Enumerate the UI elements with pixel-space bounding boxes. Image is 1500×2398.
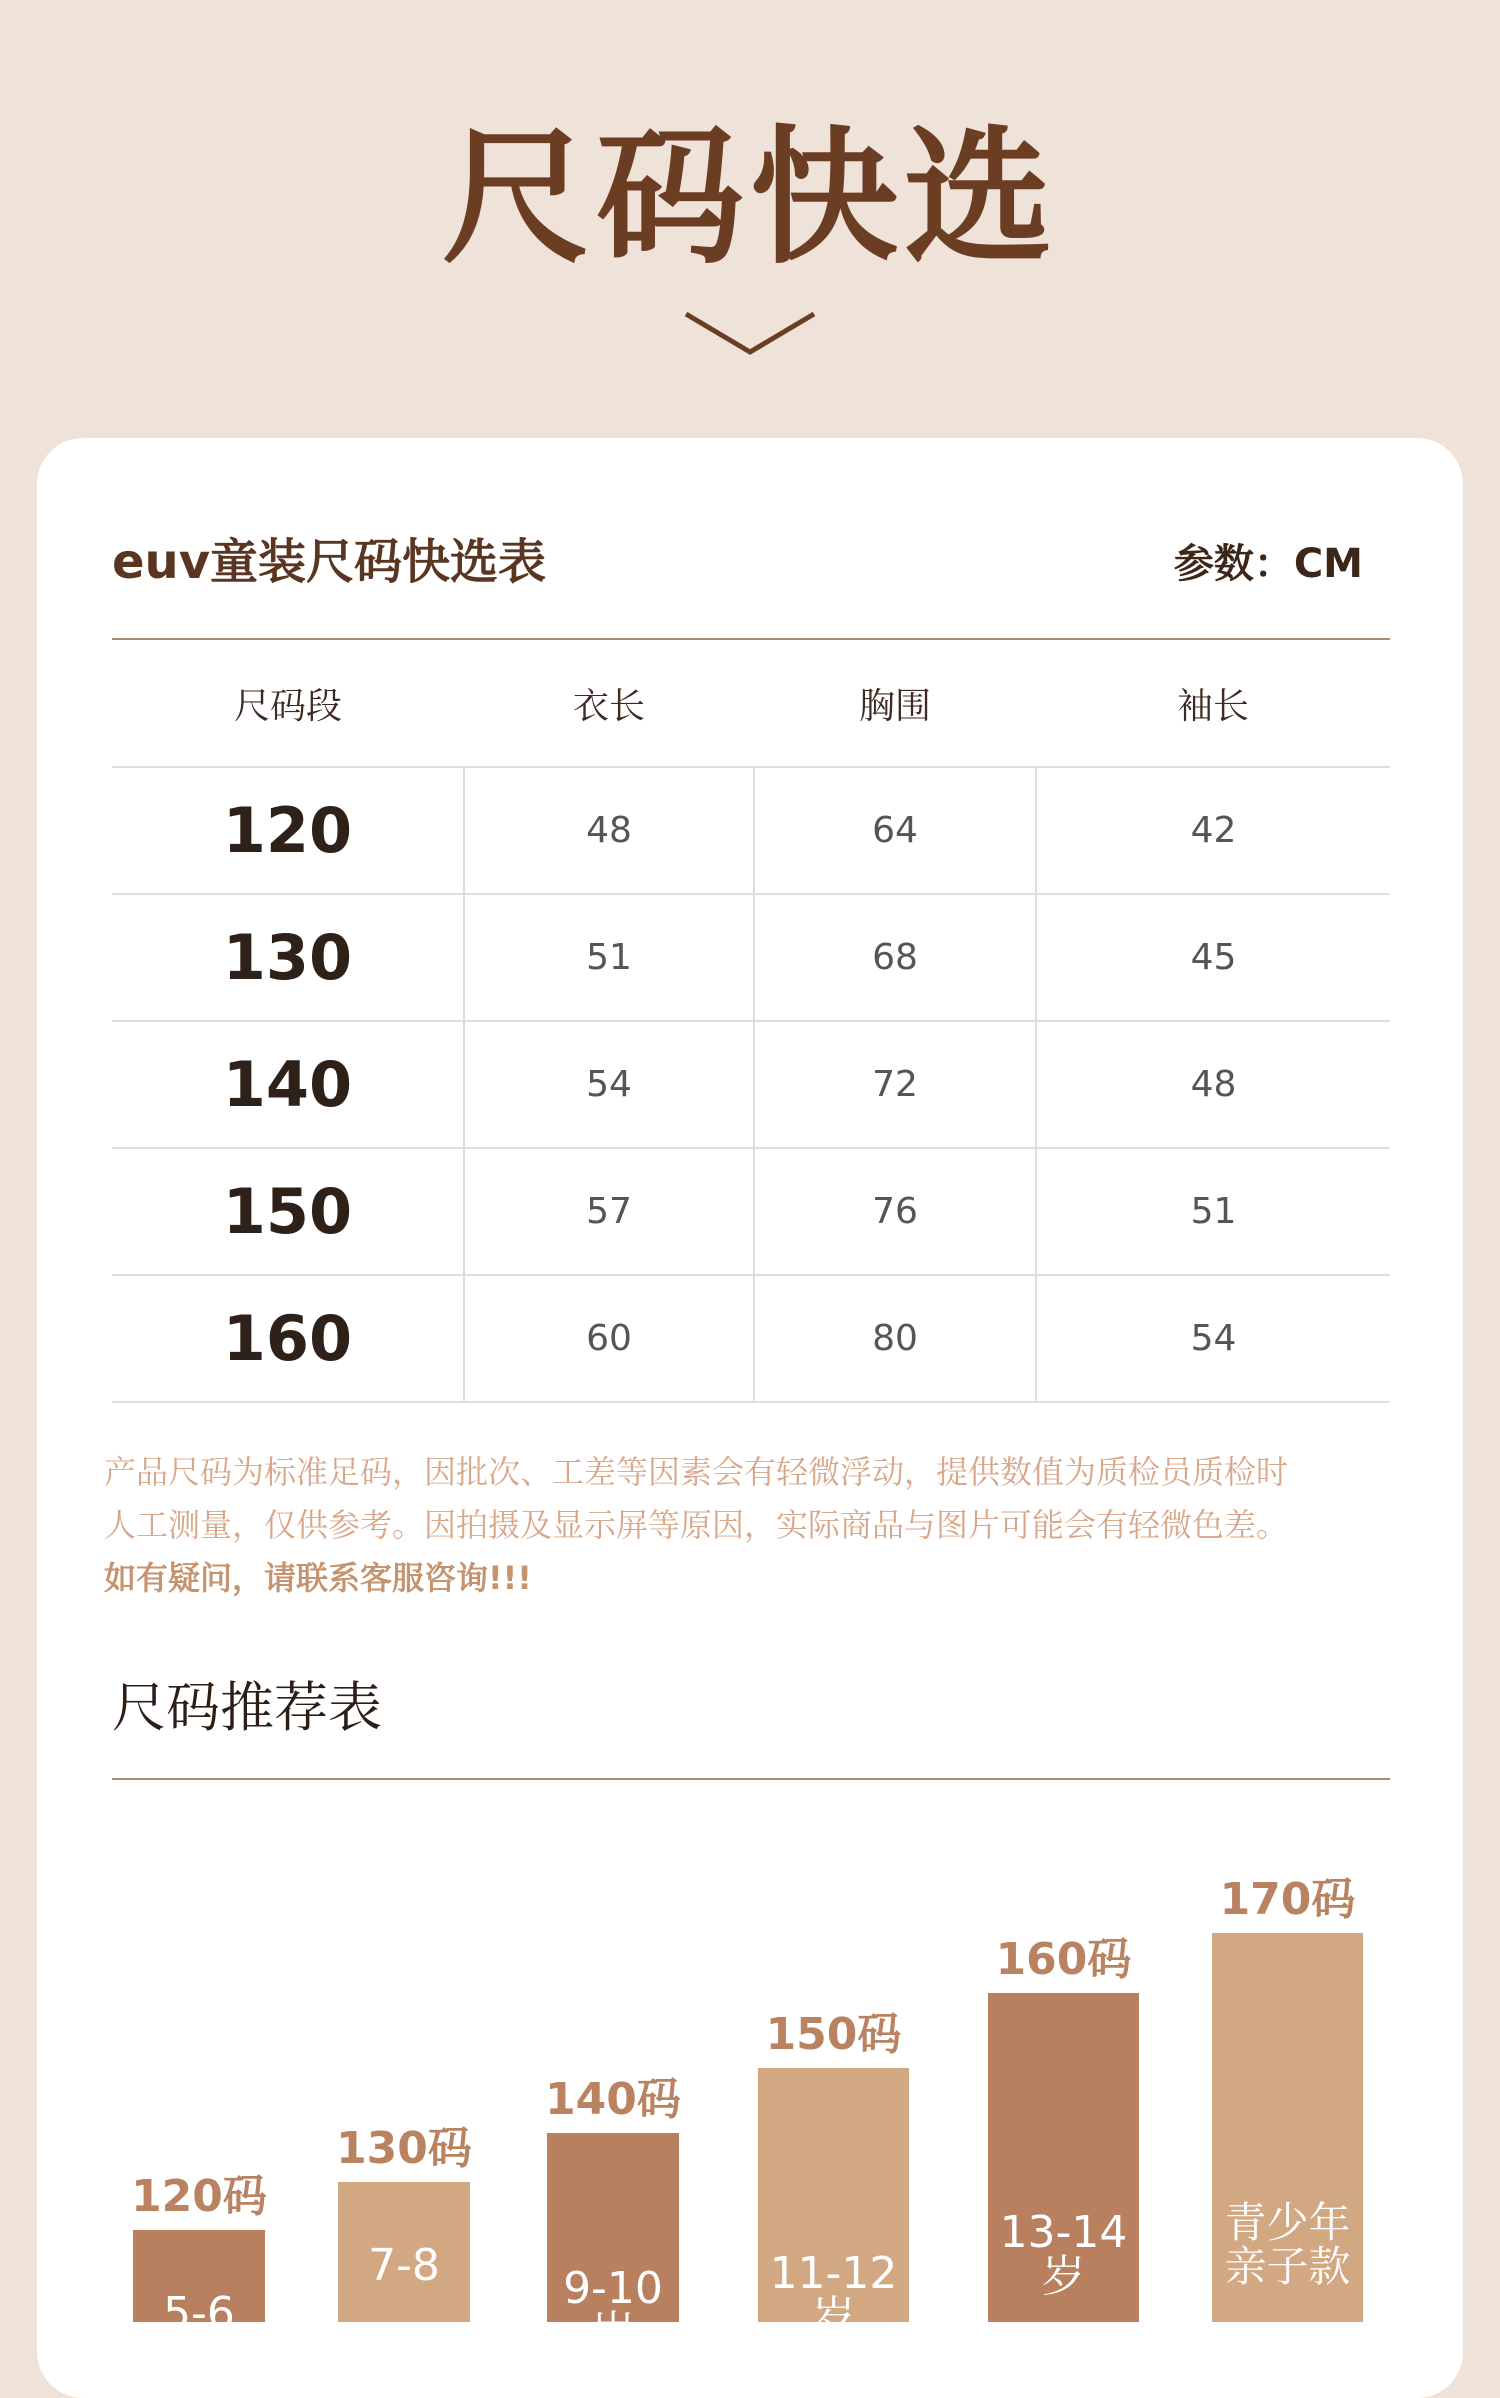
table-header-row xyxy=(112,640,1390,767)
bar-age-text: 7-8 xyxy=(368,2240,440,2291)
table-row xyxy=(112,767,1390,894)
size-cell: 150 xyxy=(112,1148,464,1275)
length-cell: 48 xyxy=(464,767,754,894)
size-bar xyxy=(133,2230,265,2339)
column-header: 尺码段 xyxy=(112,640,464,767)
bar-age-text: 9-10 岁 xyxy=(563,2263,663,2358)
column-header: 胸围 xyxy=(754,640,1036,767)
size-cell: 140 xyxy=(112,1021,464,1148)
note-contact-line: 如有疑问，请联系客服咨询!!! xyxy=(104,1559,532,1597)
bar-size-label: 150码 xyxy=(765,2009,902,2060)
bar-age-text: 11-12 岁 xyxy=(769,2248,898,2343)
length-cell: 54 xyxy=(464,1021,754,1148)
chest-cell: 76 xyxy=(754,1148,1036,1275)
size-bar xyxy=(758,2068,909,2343)
size-bar xyxy=(988,1993,1139,2322)
size-cell: 160 xyxy=(112,1275,464,1402)
recommend-title: 尺码推荐表 xyxy=(112,1676,382,1739)
bar-size-label: 170码 xyxy=(1219,1874,1356,1925)
bar-size-label: 130码 xyxy=(336,2123,472,2174)
bar-age-text: 青少年 亲子款 xyxy=(1224,2198,1351,2291)
column-header: 袖长 xyxy=(1036,640,1390,767)
column-header: 衣长 xyxy=(464,640,754,767)
sleeve-cell: 42 xyxy=(1036,767,1390,894)
unit-label: 参数：CM xyxy=(1173,541,1363,587)
note-line: 产品尺码为标准足码，因批次、工差等因素会有轻微浮动，提供数值为质检员质检时 xyxy=(104,1453,1289,1491)
sleeve-cell: 48 xyxy=(1036,1021,1390,1148)
bar-age-text: 13-14 岁 xyxy=(999,2207,1128,2302)
bar-size-label: 160码 xyxy=(995,1934,1132,1985)
bar-size-label: 140码 xyxy=(545,2074,681,2125)
chest-cell: 64 xyxy=(754,767,1036,894)
chest-cell: 72 xyxy=(754,1021,1036,1148)
size-notes xyxy=(104,1446,1404,1605)
size-cell: 130 xyxy=(112,894,464,1021)
size-table xyxy=(112,640,1390,1403)
chest-cell: 80 xyxy=(754,1275,1036,1402)
size-bar xyxy=(547,2133,679,2358)
recommend-divider xyxy=(112,1778,1390,1780)
size-bar xyxy=(1212,1933,1363,2322)
size-bar xyxy=(338,2182,470,2322)
table-row xyxy=(112,1148,1390,1275)
sleeve-cell: 54 xyxy=(1036,1275,1390,1402)
chevron-down-icon xyxy=(683,308,817,358)
bar-age-text: 5-6 xyxy=(163,2288,235,2339)
table-row xyxy=(112,1275,1390,1402)
sleeve-cell: 45 xyxy=(1036,894,1390,1021)
size-table-title: euv童装尺码快选表 xyxy=(112,534,547,590)
table-row xyxy=(112,894,1390,1021)
bar-size-label: 120码 xyxy=(131,2171,267,2222)
note-line: 人工测量，仅供参考。因拍摄及显示屏等原因，实际商品与图片可能会有轻微色差。 xyxy=(104,1506,1289,1544)
length-cell: 51 xyxy=(464,894,754,1021)
page-title: 尺码快选 xyxy=(442,112,1058,284)
size-cell: 120 xyxy=(112,767,464,894)
sleeve-cell: 51 xyxy=(1036,1148,1390,1275)
table-row xyxy=(112,1021,1390,1148)
length-cell: 57 xyxy=(464,1148,754,1275)
chest-cell: 68 xyxy=(754,894,1036,1021)
length-cell: 60 xyxy=(464,1275,754,1402)
